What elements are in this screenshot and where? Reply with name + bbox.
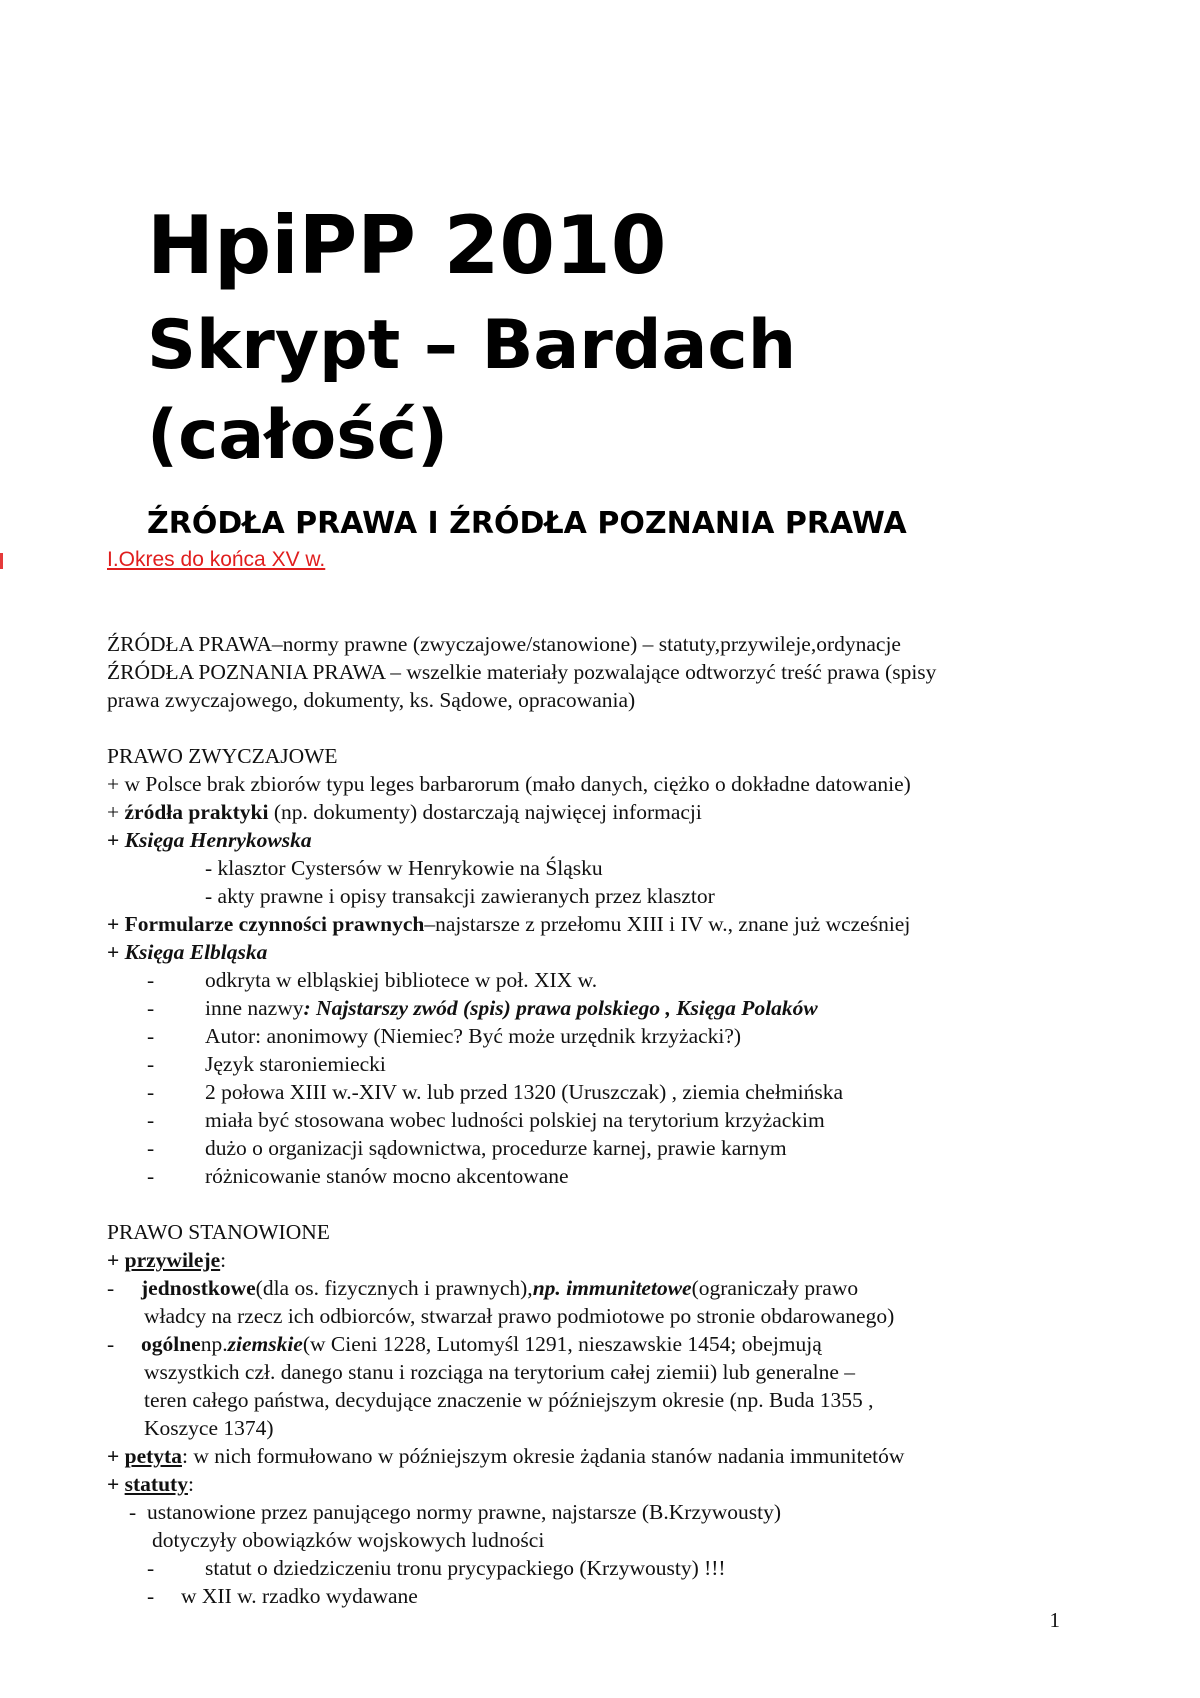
item-text: w XII w. rzadko wydawane bbox=[181, 1584, 418, 1608]
dash-item bbox=[107, 1022, 1107, 1050]
dash-bullet: - bbox=[147, 996, 155, 1020]
bold-term: + Formularze czynności prawnych bbox=[107, 912, 425, 936]
list-item bbox=[107, 1442, 1107, 1470]
item-text: (ograniczały prawo bbox=[691, 1276, 859, 1300]
title-line-2: Skrypt – Bardach bbox=[147, 306, 797, 385]
bullet-plus: + bbox=[107, 800, 125, 824]
definition-text: –normy prawne (zwyczajowe/stanowione) – statuty,przywileje,ordynacje bbox=[271, 632, 901, 656]
list-item bbox=[107, 1246, 1107, 1274]
item-text: (w Cieni 1228, Lutomyśl 1291, nieszawskie 1454; obejmują bbox=[302, 1332, 822, 1356]
dash-item bbox=[107, 1134, 1107, 1162]
dash-bullet: - bbox=[147, 1052, 155, 1076]
page-number: 1 bbox=[1049, 1608, 1060, 1632]
item-text: (dla os. fizycznych i prawnych), bbox=[255, 1276, 533, 1300]
item-continuation: teren całego państwa, decydujące znaczenie w późniejszym okresie (np. Buda 1355 , bbox=[144, 1388, 874, 1412]
bold-term: petyta bbox=[124, 1444, 182, 1468]
list-item bbox=[107, 910, 1107, 938]
dash-item bbox=[107, 966, 1107, 994]
document-body bbox=[107, 602, 1107, 1610]
dash-bullet: - bbox=[129, 1500, 137, 1524]
list-item: + w Polsce brak zbiorów typu leges barbarorum (mało danych, ciężko o dokładne datowanie) bbox=[107, 772, 911, 796]
sub-item: - akty prawne i opisy transakcji zawieranych przez klasztor bbox=[205, 884, 715, 908]
dash-bullet: - bbox=[147, 1164, 155, 1188]
dash-item bbox=[107, 1582, 1107, 1610]
bold-term: źródła praktyki bbox=[124, 800, 269, 824]
period-heading: I.Okres do końca XV w. bbox=[107, 548, 326, 571]
item-text: np. bbox=[200, 1332, 228, 1356]
bullet-plus: + bbox=[107, 1248, 125, 1272]
item-continuation: dotyczyły obowiązków wojskowych ludności bbox=[152, 1528, 545, 1552]
statutory-law-heading: PRAWO STANOWIONE bbox=[107, 1220, 330, 1244]
item-text: inne nazwy bbox=[205, 996, 304, 1020]
definition-line bbox=[107, 630, 1107, 658]
bullet-plus: + bbox=[107, 828, 125, 852]
item-continuation: władcy na rzecz ich odbiorców, stwarzał prawo podmiotowe po stronie obdarowanego) bbox=[144, 1304, 895, 1328]
item-text: : bbox=[220, 1248, 227, 1272]
definition-continuation: prawa zwyczajowego, dokumenty, ks. Sądowe, opracowania) bbox=[107, 688, 636, 712]
list-item bbox=[107, 798, 1107, 826]
item-continuation: wszystkich czł. danego stanu i rozciąga na terytorium całej ziemii) lub generalne – bbox=[144, 1360, 856, 1384]
item-text: 2 połowa XIII w.-XIV w. lub przed 1320 (Uruszczak) , ziemia chełmińska bbox=[205, 1080, 844, 1104]
book-title: Księga Elbląska bbox=[124, 940, 268, 964]
item-text: Autor: anonimowy (Niemiec? Być może urzędnik krzyżacki?) bbox=[205, 1024, 742, 1048]
customary-law-heading: PRAWO ZWYCZAJOWE bbox=[107, 744, 338, 768]
item-text: : w nich formułowano w późniejszym okresie żądania stanów nadania immunitetów bbox=[181, 1444, 905, 1468]
dash-item bbox=[107, 1078, 1107, 1106]
item-text: statut o dziedziczeniu tronu prycypackiego (Krzywousty) !!! bbox=[205, 1556, 726, 1580]
item-continuation: Koszyce 1374) bbox=[144, 1416, 274, 1440]
section-heading: ŹRÓDŁA PRAWA I ŹRÓDŁA POZNANIA PRAWA bbox=[147, 506, 907, 541]
title-line-1: HpiPP 2010 bbox=[147, 199, 667, 292]
item-text: ustanowione przez panującego normy prawne, najstarsze (B.Krzywousty) bbox=[147, 1500, 782, 1524]
bold-term: ogólne bbox=[141, 1332, 201, 1356]
item-text: : bbox=[187, 1472, 194, 1496]
dash-bullet: - bbox=[147, 1584, 155, 1608]
dash-item bbox=[107, 1554, 1107, 1582]
dash-bullet: - bbox=[107, 1276, 115, 1300]
dash-item bbox=[107, 1162, 1107, 1190]
dash-bullet: - bbox=[147, 1556, 155, 1580]
item-text: (np. dokumenty) dostarczają najwięcej informacji bbox=[268, 800, 702, 824]
bullet-plus: + bbox=[107, 1472, 125, 1496]
item-text: różnicowanie stanów mocno akcentowane bbox=[205, 1164, 569, 1188]
list-item bbox=[107, 1470, 1107, 1498]
bullet-plus: + bbox=[107, 940, 125, 964]
dash-item bbox=[107, 1330, 1107, 1358]
list-item bbox=[107, 938, 1107, 966]
item-text: miała być stosowana wobec ludności polskiej na terytorium krzyżackim bbox=[205, 1108, 825, 1132]
dash-bullet: - bbox=[147, 1080, 155, 1104]
dash-item bbox=[107, 1498, 1107, 1526]
definition-term: ŹRÓDŁA PRAWA bbox=[107, 632, 272, 656]
dash-bullet: - bbox=[107, 1332, 115, 1356]
definition-text: – wszelkie materiały pozwalające odtworzyć treść prawa (spisy bbox=[384, 660, 937, 684]
item-text: odkryta w elbląskiej bibliotece w poł. XIX w. bbox=[205, 968, 598, 992]
bullet-plus: + bbox=[107, 1444, 125, 1468]
list-item bbox=[107, 826, 1107, 854]
dash-bullet: - bbox=[147, 1108, 155, 1132]
sub-item: - klasztor Cystersów w Henrykowie na Śląsku bbox=[205, 856, 603, 880]
dash-item bbox=[107, 1050, 1107, 1078]
bold-term: przywileje bbox=[124, 1248, 221, 1272]
item-emphasis: np. immunitetowe bbox=[532, 1276, 692, 1300]
margin-change-mark bbox=[0, 553, 3, 569]
item-emphasis: ziemskie bbox=[227, 1332, 303, 1356]
item-emphasis: : Najstarszy zwód (spis) prawa polskiego , Księga Polaków bbox=[303, 996, 818, 1020]
dash-bullet: - bbox=[147, 968, 155, 992]
dash-item bbox=[107, 994, 1107, 1022]
dash-bullet: - bbox=[147, 1136, 155, 1160]
dash-bullet: - bbox=[147, 1024, 155, 1048]
dash-item bbox=[107, 1106, 1107, 1134]
definition-line bbox=[107, 658, 1107, 686]
item-text: dużo o organizacji sądownictwa, procedurze karnej, prawie karnym bbox=[205, 1136, 787, 1160]
title-line-3: (całość) bbox=[147, 396, 449, 475]
item-text: Język staroniemiecki bbox=[205, 1052, 386, 1076]
item-text: –najstarsze z przełomu XIII i IV w., znane już wcześniej bbox=[424, 912, 911, 936]
bold-term: statuty bbox=[124, 1472, 188, 1496]
dash-item bbox=[107, 1274, 1107, 1302]
book-title: Księga Henrykowska bbox=[124, 828, 312, 852]
definition-term: ŹRÓDŁA POZNANIA PRAWA bbox=[107, 660, 385, 684]
bold-term: jednostkowe bbox=[141, 1276, 256, 1300]
